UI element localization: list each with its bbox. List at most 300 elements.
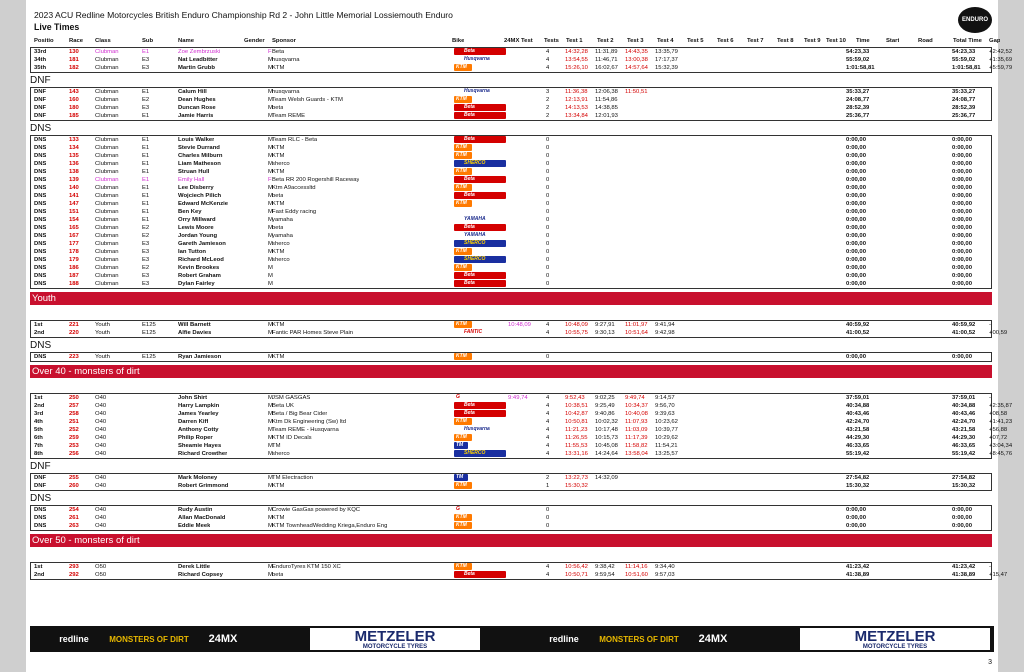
result-row[interactable] xyxy=(30,450,1013,458)
cell-pos: DNS xyxy=(34,217,47,223)
section-header-dns: DNS xyxy=(30,493,992,506)
cell-gender: M xyxy=(268,475,273,481)
ktm-brand-logo: KTM xyxy=(454,200,472,207)
cell-name: Lewis Moore xyxy=(178,225,214,231)
cell-t4: 10:29,62 xyxy=(655,435,678,441)
cell-time: 35:33,27 xyxy=(846,89,870,95)
cell-pos: DNF xyxy=(34,483,47,489)
cell-race: 256 xyxy=(69,451,79,457)
cell-sponsor: Team REME xyxy=(272,113,306,119)
cell-t1: 11:55,53 xyxy=(565,443,588,449)
cell-t1: 12:13,91 xyxy=(565,97,588,103)
metzeler-logo xyxy=(800,628,990,650)
result-row[interactable] xyxy=(30,353,992,361)
cell-tests: 4 xyxy=(546,395,550,401)
cell-pos: DNF xyxy=(34,97,47,103)
cell-t3: 9:49,74 xyxy=(625,395,645,401)
cell-total: 55:59,02 xyxy=(952,57,976,63)
cell-race: 136 xyxy=(69,161,79,167)
cell-gap: +1:41,23 xyxy=(989,419,1013,425)
cell-pos: 6th xyxy=(34,435,43,441)
cell-pos: DNS xyxy=(34,515,47,521)
cell-gender: M xyxy=(268,97,273,103)
cell-t4: 9:57,03 xyxy=(655,572,675,578)
cell-gender: M xyxy=(268,185,273,191)
cell-pos: DNS xyxy=(34,507,47,513)
cell-total: 0:00,00 xyxy=(952,153,972,159)
cell-pos: DNF xyxy=(34,89,47,95)
cell-sub: E3 xyxy=(142,249,150,255)
cell-total: 43:21,58 xyxy=(952,427,976,433)
cell-time: 0:00,00 xyxy=(846,249,866,255)
cell-pos: 8th xyxy=(34,451,43,457)
cell-gender: M xyxy=(268,523,273,529)
cell-name: Philip Roper xyxy=(178,435,213,441)
result-row[interactable] xyxy=(30,256,992,264)
cell-tests: 2 xyxy=(546,105,550,111)
cell-cls: O40 xyxy=(95,419,107,425)
cell-gap: +00,59 xyxy=(989,330,1008,336)
page-subtitle: Live Times xyxy=(34,22,80,32)
cell-sub: E1 xyxy=(142,49,150,55)
cell-sponsor: KTM TownheadWedding Kriega,Enduro Eng xyxy=(272,523,388,529)
cell-gender: M xyxy=(268,105,273,111)
column-header-name: Name xyxy=(178,38,195,44)
result-row[interactable] xyxy=(30,144,992,152)
cell-t3: 14:43,35 xyxy=(625,49,648,55)
cell-tests: 4 xyxy=(546,330,550,336)
cell-cls: O50 xyxy=(95,572,107,578)
cell-t3: 10:51,64 xyxy=(625,330,648,336)
cell-time: 0:00,00 xyxy=(846,161,866,167)
cell-time: 0:00,00 xyxy=(846,241,866,247)
cell-total: 0:00,00 xyxy=(952,273,972,279)
cell-cls: Clubman xyxy=(95,249,119,255)
cell-pos: 7th xyxy=(34,443,43,449)
cell-gender: M xyxy=(268,451,273,457)
redline-logo: redline xyxy=(549,634,579,644)
cell-time: 43:21,58 xyxy=(846,427,870,433)
result-row[interactable] xyxy=(30,168,992,176)
cell-gender: M xyxy=(268,257,273,263)
cell-gender: M xyxy=(268,330,273,336)
column-header-start: Start xyxy=(886,38,900,44)
cell-sponsor: Team Welsh Guards - KTM xyxy=(272,97,343,103)
section-header-over-50-monsters-of-dirt: Over 50 - monsters of dirt xyxy=(30,534,992,547)
cell-name: Derek Little xyxy=(178,564,211,570)
result-row[interactable] xyxy=(30,571,1008,579)
cell-t2: 14:24,64 xyxy=(595,451,618,457)
cell-total: 0:00,00 xyxy=(952,177,972,183)
cell-name: Emily Hall xyxy=(178,177,205,183)
metzeler-tagline: MOTORCYCLE TYRES xyxy=(362,643,428,650)
cell-total: 25:36,77 xyxy=(952,113,976,119)
cell-cls: Clubman xyxy=(95,209,119,215)
result-row[interactable] xyxy=(30,64,1013,72)
cell-name: Will Barnett xyxy=(178,322,211,328)
result-row[interactable] xyxy=(30,184,992,192)
cell-tests: 0 xyxy=(546,354,550,360)
cell-time: 27:54,82 xyxy=(846,475,870,481)
cell-t4: 15:32,39 xyxy=(655,65,678,71)
cell-total: 0:00,00 xyxy=(952,217,972,223)
cell-gender: M xyxy=(268,209,273,215)
cell-gender: M xyxy=(268,427,273,433)
cell-pos: DNS xyxy=(34,177,47,183)
cell-time: 44:29,30 xyxy=(846,435,870,441)
cell-gap: +8:45,76 xyxy=(989,451,1013,457)
cell-sub: E2 xyxy=(142,265,150,271)
cell-race: 259 xyxy=(69,435,79,441)
result-row[interactable] xyxy=(30,482,992,490)
result-row[interactable] xyxy=(30,394,992,402)
cell-total: 0:00,00 xyxy=(952,265,972,271)
cell-total: 0:00,00 xyxy=(952,225,972,231)
cell-pos: DNS xyxy=(34,249,47,255)
cell-race: 165 xyxy=(69,225,79,231)
cell-cls: Clubman xyxy=(95,57,119,63)
cell-race: 140 xyxy=(69,185,79,191)
cell-name: Alfie Davies xyxy=(178,330,212,336)
cell-gap: +2:35,87 xyxy=(989,403,1013,409)
result-row[interactable] xyxy=(30,418,1013,426)
beta-brand-logo: Beta xyxy=(454,410,506,417)
cell-pos: DNF xyxy=(34,113,47,119)
cell-time: 55:59,02 xyxy=(846,57,870,63)
cell-t1: 13:22,73 xyxy=(565,475,588,481)
metzeler-wordmark: METZELER xyxy=(354,627,436,645)
cell-sub: E1 xyxy=(142,209,150,215)
result-row[interactable] xyxy=(30,506,992,514)
cell-pos: DNS xyxy=(34,185,47,191)
result-row[interactable] xyxy=(30,434,1008,442)
result-row[interactable] xyxy=(30,152,992,160)
result-row[interactable] xyxy=(30,522,992,530)
result-row[interactable] xyxy=(30,240,992,248)
cell-tests: 0 xyxy=(546,161,550,167)
cell-sponsor: KTM xyxy=(272,201,285,207)
cell-total: 0:00,00 xyxy=(952,241,972,247)
cell-name: Martin Grubb xyxy=(178,65,215,71)
column-header-class: Class xyxy=(95,38,111,44)
column-header-road: Road xyxy=(918,38,933,44)
cell-t3: 11:01,97 xyxy=(625,322,648,328)
cell-t2: 10:15,73 xyxy=(595,435,618,441)
cell-sponsor: sherco xyxy=(272,451,290,457)
cell-race: 293 xyxy=(69,564,79,570)
cell-race: 154 xyxy=(69,217,79,223)
cell-cls: Clubman xyxy=(95,265,119,271)
column-header-total-time: Total Time xyxy=(953,38,982,44)
cell-sponsor: KTM xyxy=(272,145,285,151)
cell-sponsor: Beta UK xyxy=(272,403,294,409)
beta-brand-logo: Beta xyxy=(454,176,506,183)
cell-total: 0:00,00 xyxy=(952,185,972,191)
cell-name: James Yearley xyxy=(178,411,219,417)
cell-sub: E1 xyxy=(142,145,150,151)
cell-gap: +56,88 xyxy=(989,427,1008,433)
page-number: 3 xyxy=(988,659,992,666)
cell-race: 141 xyxy=(69,193,79,199)
cell-cls: Youth xyxy=(95,330,110,336)
cell-pos: DNS xyxy=(34,241,47,247)
beta-brand-logo: Beta xyxy=(454,571,506,578)
cell-t1: 10:42,87 xyxy=(565,411,588,417)
column-header-bike: Bike xyxy=(452,38,465,44)
cell-gender: M xyxy=(268,572,273,578)
result-row[interactable] xyxy=(30,329,1008,337)
cell-pos: DNS xyxy=(34,354,47,360)
cell-sub: E2 xyxy=(142,97,150,103)
cell-gender: M xyxy=(268,515,273,521)
metzeler-tagline: MOTORCYCLE TYRES xyxy=(862,643,928,650)
cell-pos: DNS xyxy=(34,209,47,215)
result-row[interactable] xyxy=(30,160,992,168)
column-header-positio: Positio xyxy=(34,38,54,44)
cell-t2: 12:01,93 xyxy=(595,113,618,119)
result-row[interactable] xyxy=(30,96,992,104)
cell-name: Zoe Zembrzuski xyxy=(178,49,221,55)
result-row[interactable] xyxy=(30,88,992,96)
result-row[interactable] xyxy=(30,176,992,184)
cell-t1: 10:50,81 xyxy=(565,419,588,425)
section-header-youth: Youth xyxy=(30,292,992,305)
result-row[interactable] xyxy=(30,321,992,329)
cell-cls: O40 xyxy=(95,395,107,401)
cell-total: 24:08,77 xyxy=(952,97,976,103)
cell-time: 55:19,42 xyxy=(846,451,870,457)
result-row[interactable] xyxy=(30,410,1008,418)
cell-sponsor: beta xyxy=(272,105,284,111)
cell-race: 177 xyxy=(69,241,79,247)
result-row[interactable] xyxy=(30,104,992,112)
result-row[interactable] xyxy=(30,208,992,216)
cell-name: Anthony Cotty xyxy=(178,427,219,433)
gas-brand-logo: G xyxy=(454,506,468,513)
cell-pos: DNS xyxy=(34,281,47,287)
cell-t1: 10:56,42 xyxy=(565,564,588,570)
cell-t1: 11:26,55 xyxy=(565,435,588,441)
cell-race: 292 xyxy=(69,572,79,578)
cell-tests: 0 xyxy=(546,273,550,279)
cell-time: 24:08,77 xyxy=(846,97,870,103)
cell-sponsor: sherco xyxy=(272,161,290,167)
cell-pos: DNS xyxy=(34,225,47,231)
cell-total: 0:00,00 xyxy=(952,137,972,143)
cell-pos: DNS xyxy=(34,153,47,159)
cell-gender: M xyxy=(268,145,273,151)
column-header-test-9: Test 9 xyxy=(804,38,821,44)
cell-pos: 2nd xyxy=(34,403,45,409)
ktm-brand-logo: KTM xyxy=(454,434,472,441)
cell-gender: M xyxy=(268,435,273,441)
cell-time: 1:01:58,81 xyxy=(846,65,875,71)
result-row[interactable] xyxy=(30,232,992,240)
championship-logo: ENDURO xyxy=(958,7,992,33)
result-row[interactable] xyxy=(30,224,992,232)
cell-t2: 10:02,32 xyxy=(595,419,618,425)
cell-name: Orry Millward xyxy=(178,217,216,223)
cell-t1: 9:52,43 xyxy=(565,395,585,401)
result-row[interactable] xyxy=(30,474,992,482)
result-row[interactable] xyxy=(30,200,992,208)
cell-time: 0:00,00 xyxy=(846,177,866,183)
cell-sponsor: TM Electraction xyxy=(272,475,313,481)
cell-t3: 11:17,39 xyxy=(625,435,648,441)
cell-time: 0:00,00 xyxy=(846,225,866,231)
result-row[interactable] xyxy=(30,426,1008,434)
cell-time: 41:23,42 xyxy=(846,564,870,570)
beta-brand-logo: Beta xyxy=(454,224,506,231)
cell-total: 0:00,00 xyxy=(952,201,972,207)
cell-t3: 11:14,16 xyxy=(625,564,648,570)
cell-t3: 11:58,82 xyxy=(625,443,648,449)
cell-total: 0:00,00 xyxy=(952,515,972,521)
cell-race: 260 xyxy=(69,483,79,489)
cell-time: 15:30,32 xyxy=(846,483,870,489)
sherco-brand-logo: SHERCO xyxy=(454,450,506,457)
result-row[interactable] xyxy=(30,56,1013,64)
cell-cls: Clubman xyxy=(95,257,119,263)
cell-tests: 4 xyxy=(546,57,550,63)
cell-sponsor: KTM xyxy=(272,153,285,159)
result-row[interactable] xyxy=(30,248,992,256)
cell-time: 0:00,00 xyxy=(846,169,866,175)
cell-race: 223 xyxy=(69,354,79,360)
cell-race: 181 xyxy=(69,57,79,63)
cell-cls: O40 xyxy=(95,411,107,417)
column-header-gap: Gap xyxy=(989,38,1001,44)
cell-tests: 0 xyxy=(546,217,550,223)
cell-sponsor: beta xyxy=(272,572,284,578)
cell-cls: Clubman xyxy=(95,97,119,103)
cell-sponsor: Beta / Big Bear Cider xyxy=(272,411,328,417)
cell-total: 42:24,70 xyxy=(952,419,976,425)
cell-time: 0:00,00 xyxy=(846,273,866,279)
cell-name: Dylan Fairley xyxy=(178,281,215,287)
cell-t2: 9:38,42 xyxy=(595,564,615,570)
cell-t1: 11:21,23 xyxy=(565,427,588,433)
cell-name: Gareth Jamieson xyxy=(178,241,226,247)
result-row[interactable] xyxy=(30,272,992,280)
cell-time: 37:59,01 xyxy=(846,395,870,401)
column-header-time: Time xyxy=(856,38,870,44)
cell-pos: 1st xyxy=(34,564,43,570)
cell-cls: O40 xyxy=(95,427,107,433)
result-row[interactable] xyxy=(30,563,992,571)
cell-t1: 13:34,84 xyxy=(565,113,588,119)
ktm-brand-logo: KTM xyxy=(454,144,472,151)
cell-time: 0:00,00 xyxy=(846,137,866,143)
cell-tests: 4 xyxy=(546,411,550,417)
section-header-over-40-monsters-of-dirt: Over 40 - monsters of dirt xyxy=(30,365,992,378)
cell-sponsor: KTM ID Decals xyxy=(272,435,312,441)
result-row[interactable] xyxy=(30,192,992,200)
gas-brand-logo: G xyxy=(454,394,468,401)
cell-race: 138 xyxy=(69,169,79,175)
cell-total: 41:23,42 xyxy=(952,564,976,570)
cell-t1: 11:36,38 xyxy=(565,89,588,95)
cell-t1: 13:31,16 xyxy=(565,451,588,457)
cell-gender: M xyxy=(268,564,273,570)
cell-t4: 9:14,57 xyxy=(655,395,675,401)
cell-sub: E1 xyxy=(142,89,150,95)
cell-sponsor: husqvarna xyxy=(272,89,300,95)
result-row[interactable] xyxy=(30,264,992,272)
result-row[interactable] xyxy=(30,442,1013,450)
result-row[interactable] xyxy=(30,136,992,144)
column-header-test-10: Test 10 xyxy=(826,38,846,44)
cell-cls: O40 xyxy=(95,443,107,449)
cell-sub: E2 xyxy=(142,225,150,231)
cell-tests: 0 xyxy=(546,257,550,263)
cell-tests: 4 xyxy=(546,451,550,457)
cell-cls: Clubman xyxy=(95,225,119,231)
cell-gender: M xyxy=(268,201,273,207)
ktm-brand-logo: KTM xyxy=(454,64,472,71)
cell-name: Liam Matheson xyxy=(178,161,221,167)
cell-t2: 14:38,85 xyxy=(595,105,618,111)
cell-sponsor: sherco xyxy=(272,257,290,263)
result-row[interactable] xyxy=(30,514,992,522)
result-row[interactable] xyxy=(30,280,992,288)
cell-tests: 0 xyxy=(546,507,550,513)
cell-race: 220 xyxy=(69,330,79,336)
cell-race: 188 xyxy=(69,281,79,287)
result-row[interactable] xyxy=(30,48,1013,56)
cell-pos: DNS xyxy=(34,145,47,151)
cell-sponsor: beta xyxy=(272,193,284,199)
cell-tests: 0 xyxy=(546,169,550,175)
cell-time: 40:59,92 xyxy=(846,322,870,328)
cell-pos: DNS xyxy=(34,257,47,263)
cell-gender: M xyxy=(268,113,273,119)
ktm-brand-logo: KTM xyxy=(454,168,472,175)
cell-race: 178 xyxy=(69,249,79,255)
cell-tests: 4 xyxy=(546,435,550,441)
cell-name: Ian Tutton xyxy=(178,249,207,255)
cell-pos: DNF xyxy=(34,475,47,481)
result-row[interactable] xyxy=(30,112,992,120)
cell-pos: DNS xyxy=(34,233,47,239)
cell-name: Charles Milburn xyxy=(178,153,223,159)
cell-sub: E1 xyxy=(142,113,150,119)
cell-time: 0:00,00 xyxy=(846,217,866,223)
cell-t1: 14:32,28 xyxy=(565,49,588,55)
cell-gap: - xyxy=(989,564,991,570)
cell-t2: 11:31,89 xyxy=(595,49,618,55)
cell-t1: 14:13,53 xyxy=(565,105,588,111)
cell-race: 182 xyxy=(69,65,79,71)
cell-gender: M xyxy=(268,411,273,417)
cell-sponsor: yamaha xyxy=(272,217,293,223)
cell-time: 0:00,00 xyxy=(846,201,866,207)
cell-time: 0:00,00 xyxy=(846,265,866,271)
ktm-brand-logo: KTM xyxy=(454,482,472,489)
cell-sponsor: KTM xyxy=(272,354,285,360)
cell-total: 41:00,52 xyxy=(952,330,976,336)
cell-total: 44:29,30 xyxy=(952,435,976,441)
cell-t1: 15:30,32 xyxy=(565,483,588,489)
cell-pos: 5th xyxy=(34,427,43,433)
cell-t3: 10:40,08 xyxy=(625,411,648,417)
result-row[interactable] xyxy=(30,216,992,224)
sherco-brand-logo: SHERCO xyxy=(454,256,506,263)
result-row[interactable] xyxy=(30,402,1013,410)
cell-t2: 9:25,49 xyxy=(595,403,615,409)
yamaha-brand-logo: YAMAHA xyxy=(454,216,506,223)
husq-brand-logo: Husqvarna xyxy=(454,88,506,95)
